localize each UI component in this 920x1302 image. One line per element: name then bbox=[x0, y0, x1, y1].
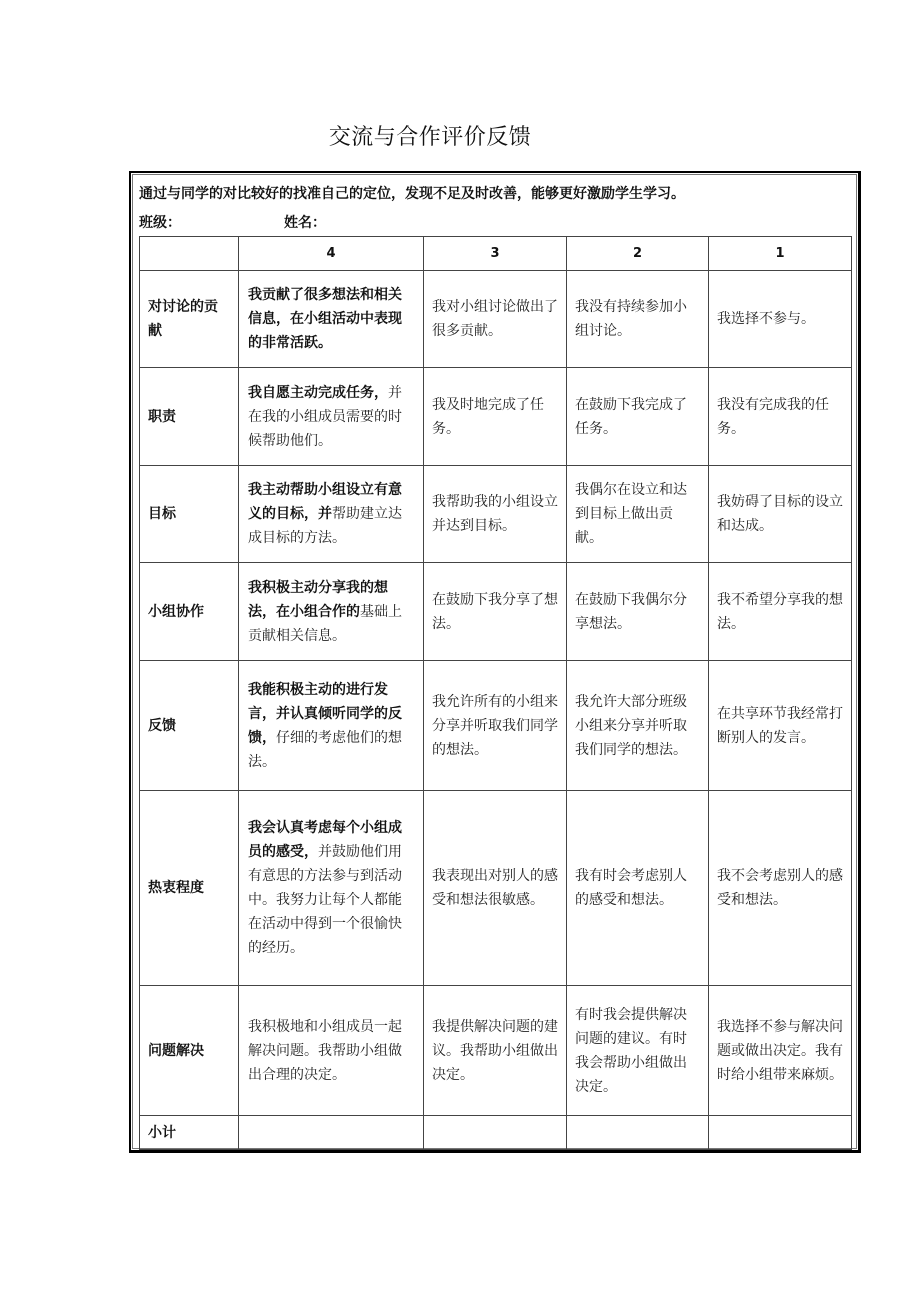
page-title bbox=[0, 120, 860, 151]
level-4-cell bbox=[239, 466, 424, 563]
header-score-4: 4 bbox=[239, 237, 424, 271]
header-score-2: 2 bbox=[567, 237, 709, 271]
subtotal-row bbox=[140, 1116, 852, 1150]
level-4-normal-text: 并鼓励他们用有意思的方法参与到活动中。我努力让每个人都能在活动中得到一个很愉快的经历。 bbox=[248, 844, 402, 956]
level-4-cell bbox=[239, 661, 424, 791]
level-3-cell: 我帮助我的小组设立并达到目标。 bbox=[424, 466, 567, 563]
header-score-3: 3 bbox=[424, 237, 567, 271]
table-row bbox=[140, 791, 852, 986]
criterion-cell: 小组协作 bbox=[140, 563, 239, 661]
level-3-cell: 我及时地完成了任务。 bbox=[424, 368, 567, 466]
level-1-cell: 我不会考虑别人的感受和想法。 bbox=[709, 791, 852, 986]
table-row bbox=[140, 661, 852, 791]
header-score-1: 1 bbox=[709, 237, 852, 271]
level-4-cell bbox=[239, 986, 424, 1116]
criterion-cell: 问题解决 bbox=[140, 986, 239, 1116]
subtotal-score-4-field[interactable] bbox=[239, 1116, 424, 1150]
level-1-cell: 我选择不参与。 bbox=[709, 271, 852, 368]
table-row bbox=[140, 986, 852, 1116]
title-text: 交流与合作评价反馈 bbox=[328, 125, 532, 150]
criterion-cell: 热衷程度 bbox=[140, 791, 239, 986]
level-4-cell bbox=[239, 368, 424, 466]
criterion-cell: 职责 bbox=[140, 368, 239, 466]
level-3-cell: 我允许所有的小组来分享并听取我们同学的想法。 bbox=[424, 661, 567, 791]
header-row bbox=[140, 237, 852, 271]
level-3-cell: 我提供解决问题的建议。我帮助小组做出决定。 bbox=[424, 986, 567, 1116]
level-1-cell: 我不希望分享我的想法。 bbox=[709, 563, 852, 661]
level-2-cell: 有时我会提供解决问题的建议。有时我会帮助小组做出决定。 bbox=[567, 986, 709, 1116]
level-4-bold-text: 我自愿主动完成任务， bbox=[248, 384, 388, 401]
table-row bbox=[140, 368, 852, 466]
class-label: 班级： bbox=[139, 215, 181, 231]
level-4-normal-text: 并在我的小组成员需要的时候帮助他们。 bbox=[248, 384, 402, 449]
table-row bbox=[140, 271, 852, 368]
level-3-cell: 我对小组讨论做出了很多贡献。 bbox=[424, 271, 567, 368]
level-2-cell: 我有时会考虑别人的感受和想法。 bbox=[567, 791, 709, 986]
level-4-bold-text: 我积极主动分享我的想法，在小组合作的 bbox=[248, 579, 388, 620]
level-1-cell: 在共享环节我经常打断别人的发言。 bbox=[709, 661, 852, 791]
level-2-cell: 我偶尔在设立和达到目标上做出贡献。 bbox=[567, 466, 709, 563]
level-3-cell: 我表现出对别人的感受和想法很敏感。 bbox=[424, 791, 567, 986]
level-4-normal-text: 帮助建立达成目标的方法。 bbox=[248, 506, 402, 546]
level-4-normal-text: 仔细的考虑他们的想法。 bbox=[248, 729, 402, 770]
subtotal-label: 小计 bbox=[140, 1116, 239, 1150]
level-1-cell: 我妨碍了目标的设立和达成。 bbox=[709, 466, 852, 563]
level-4-bold-text: 我会认真考虑每个小组成员的感受， bbox=[248, 820, 402, 860]
level-3-cell: 在鼓励下我分享了想法。 bbox=[424, 563, 567, 661]
table-row bbox=[140, 466, 852, 563]
subtotal-score-3-field[interactable] bbox=[424, 1116, 567, 1150]
level-4-bold-text: 我能积极主动的进行发言，并认真倾听同学的反馈， bbox=[248, 681, 402, 746]
level-2-cell: 在鼓励下我偶尔分享想法。 bbox=[567, 563, 709, 661]
level-4-cell bbox=[239, 563, 424, 661]
level-2-cell: 在鼓励下我完成了任务。 bbox=[567, 368, 709, 466]
level-2-cell: 我没有持续参加小组讨论。 bbox=[567, 271, 709, 368]
level-1-cell: 我没有完成我的任务。 bbox=[709, 368, 852, 466]
level-2-cell: 我允许大部分班级小组来分享并听取我们同学的想法。 bbox=[567, 661, 709, 791]
level-4-cell bbox=[239, 791, 424, 986]
level-4-bold-text: 我贡献了很多想法和相关信息，在小组活动中表现的非常活跃。 bbox=[248, 287, 402, 351]
intro-text: 通过与同学的对比较好的找准自己的定位，发现不足及时改善，能够更好激励学生学习。 bbox=[139, 186, 685, 202]
criterion-cell: 对讨论的贡献 bbox=[140, 271, 239, 368]
evaluation-table bbox=[139, 236, 852, 1150]
level-4-bold-text: 我主动帮助小组设立有意义的目标，并 bbox=[248, 482, 402, 522]
criterion-cell: 反馈 bbox=[140, 661, 239, 791]
name-label: 姓名： bbox=[284, 215, 326, 231]
level-4-normal-text: 基础上贡献相关信息。 bbox=[248, 603, 402, 644]
subtotal-score-1-field[interactable] bbox=[709, 1116, 852, 1150]
level-4-cell bbox=[239, 271, 424, 368]
subtotal-score-2-field[interactable] bbox=[567, 1116, 709, 1150]
criterion-cell: 目标 bbox=[140, 466, 239, 563]
level-4-normal-text: 我积极地和小组成员一起解决问题。我帮助小组做出合理的决定。 bbox=[248, 1018, 402, 1083]
header-criterion bbox=[140, 237, 239, 271]
level-1-cell: 我选择不参与解决问题或做出决定。我有时给小组带来麻烦。 bbox=[709, 986, 852, 1116]
table-row bbox=[140, 563, 852, 661]
